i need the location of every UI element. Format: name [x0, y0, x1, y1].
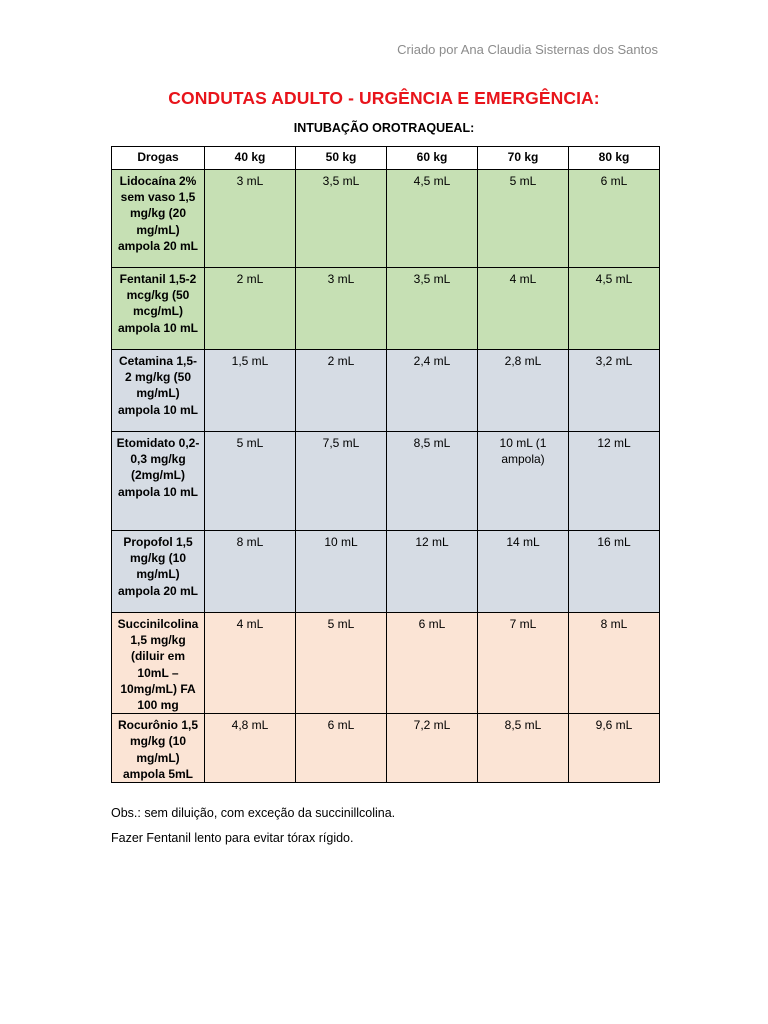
dose-table [111, 146, 660, 783]
dose-cell: 6 mL [569, 170, 660, 268]
drug-name-lidocaina: Lidocaína 2% sem vaso 1,5 mg/kg (20 mg/mL) ampola 20 mL [112, 170, 205, 268]
column-header-70kg: 70 kg [478, 147, 569, 170]
drug-name-rocuronio: Rocurônio 1,5 mg/kg (10 mg/mL) ampola 5mL [112, 714, 205, 783]
document-title: CONDUTAS ADULTO - URGÊNCIA E EMERGÊNCIA: [168, 88, 600, 108]
column-header-50kg: 50 kg [296, 147, 387, 170]
drug-name-propofol: Propofol 1,5 mg/kg (10 mg/mL) ampola 20 mL [112, 531, 205, 613]
drug-name-cetamina: Cetamina 1,5-2 mg/kg (50 mg/mL) ampola 10 mL [112, 350, 205, 432]
dose-cell: 4,5 mL [387, 170, 478, 268]
dose-cell: 4,5 mL [569, 268, 660, 350]
table-row [112, 613, 660, 714]
dose-cell: 10 mL (1 ampola) [478, 432, 569, 531]
dose-cell: 5 mL [478, 170, 569, 268]
dose-cell: 14 mL [478, 531, 569, 613]
drug-name-fentanil: Fentanil 1,5-2 mcg/kg (50 mcg/mL) ampola 10 mL [112, 268, 205, 350]
dose-cell: 3,5 mL [387, 268, 478, 350]
dose-cell: 12 mL [569, 432, 660, 531]
dose-cell: 4 mL [205, 613, 296, 714]
dose-cell: 3,2 mL [569, 350, 660, 432]
column-header-80kg: 80 kg [569, 147, 660, 170]
dose-cell: 3 mL [296, 268, 387, 350]
dose-cell: 8 mL [205, 531, 296, 613]
author-note: Criado por Ana Claudia Sisternas dos Santos [397, 42, 658, 57]
note-dilution: Obs.: sem diluição, com exceção da succinillcolina. [111, 806, 396, 820]
table-header-row [112, 147, 660, 170]
column-header-60kg: 60 kg [387, 147, 478, 170]
drug-name-succinilcolina: Succinilcolina 1,5 mg/kg (diluir em 10mL – 10mg/mL) FA 100 mg [112, 613, 205, 714]
column-header-drugs: Drogas [112, 147, 205, 170]
dose-cell: 8,5 mL [478, 714, 569, 783]
dose-cell: 6 mL [296, 714, 387, 783]
dose-cell: 2,4 mL [387, 350, 478, 432]
dose-cell: 4,8 mL [205, 714, 296, 783]
dose-cell: 2 mL [205, 268, 296, 350]
dose-cell: 3 mL [205, 170, 296, 268]
table-row [112, 268, 660, 350]
dose-cell: 7,2 mL [387, 714, 478, 783]
dose-cell: 12 mL [387, 531, 478, 613]
table-row [112, 432, 660, 531]
dose-cell: 8,5 mL [387, 432, 478, 531]
note-fentanil: Fazer Fentanil lento para evitar tórax rígido. [111, 831, 354, 845]
drug-name-etomidato: Etomidato 0,2-0,3 mg/kg (2mg/mL) ampola 10 mL [112, 432, 205, 531]
dose-cell: 7 mL [478, 613, 569, 714]
column-header-40kg: 40 kg [205, 147, 296, 170]
dose-cell: 8 mL [569, 613, 660, 714]
dose-cell: 5 mL [296, 613, 387, 714]
section-title: INTUBAÇÃO OROTRAQUEAL: [293, 121, 475, 135]
dose-cell: 6 mL [387, 613, 478, 714]
dose-cell: 3,5 mL [296, 170, 387, 268]
notes [111, 806, 395, 856]
dose-cell: 7,5 mL [296, 432, 387, 531]
table-row [112, 170, 660, 268]
dose-cell: 2,8 mL [478, 350, 569, 432]
dose-cell: 5 mL [205, 432, 296, 531]
dose-cell: 2 mL [296, 350, 387, 432]
table-row [112, 350, 660, 432]
dose-cell: 1,5 mL [205, 350, 296, 432]
table-row [112, 531, 660, 613]
dose-cell: 9,6 mL [569, 714, 660, 783]
table-row [112, 714, 660, 783]
dose-cell: 4 mL [478, 268, 569, 350]
dose-cell: 10 mL [296, 531, 387, 613]
dose-cell: 16 mL [569, 531, 660, 613]
